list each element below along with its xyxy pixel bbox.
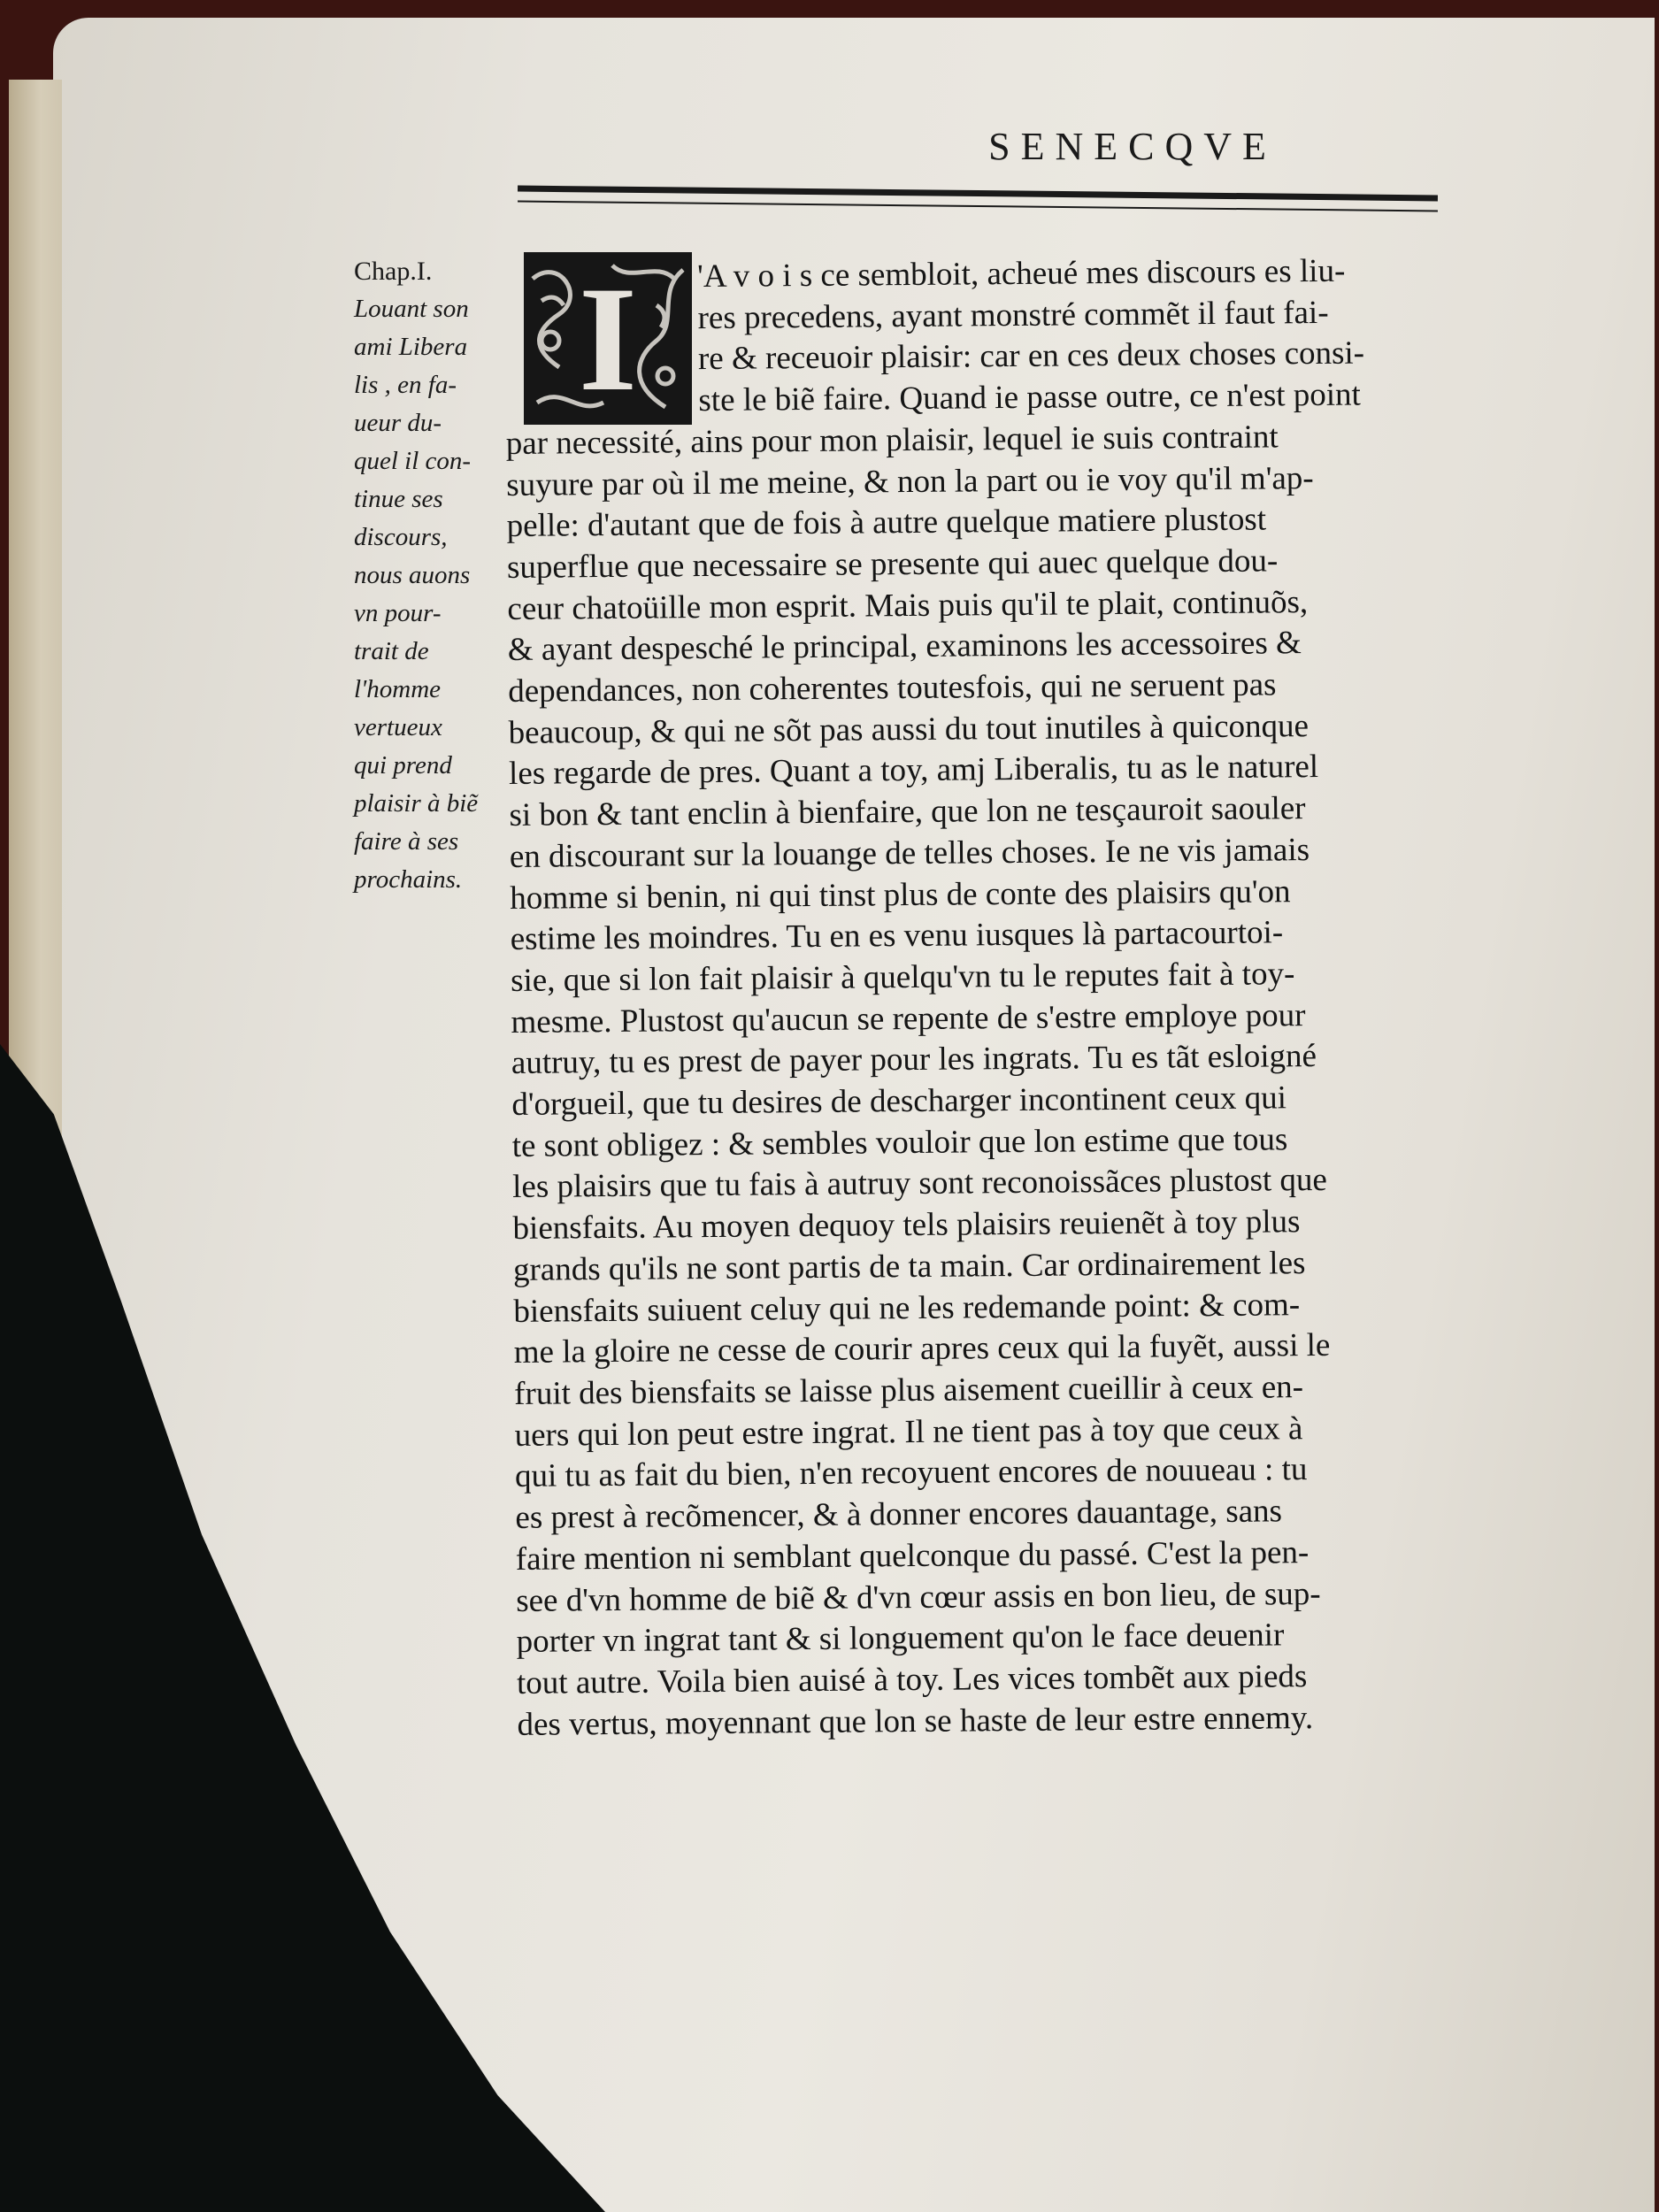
text-line: par necessité, ains pour mon plaisir, lequel ie suis contraint [505, 419, 1279, 462]
text-line: homme si benin, ni qui tinst plus de conte des plaisirs qu'on [510, 872, 1291, 917]
text-line: & ayant despesché le principal, examinons les accessoires & [507, 625, 1302, 669]
margin-note-line: faire à ses [354, 827, 459, 856]
margin-note-line: Chap.I. [354, 257, 433, 286]
margin-note-line: Louant son [354, 295, 469, 323]
text-line: see d'vn homme de biẽ & d'vn cœur assis en bon lieu, de sup- [516, 1575, 1321, 1619]
text-line: mesme. Plustost qu'aucun se repente de s'estre employe pour [511, 996, 1306, 1041]
margin-note-line: quel il con- [354, 447, 472, 475]
margin-note-line: vertueux [354, 713, 442, 741]
text-line: porter vn ingrat tant & si longuement qu'on le face deuenir [516, 1617, 1285, 1661]
running-head: SENECQVE [988, 125, 1277, 168]
text-line: fruit des biensfaits se laisse plus aisement cueillir à ceux en- [514, 1369, 1304, 1412]
text-line: beaucoup, & qui ne sõt pas aussi du tout inutiles à quiconque [508, 707, 1310, 751]
text-line: me la gloire ne cesse de courir apres ceux qui la fuyẽt, aussi le [513, 1327, 1331, 1371]
margin-note-line: nous auons [354, 561, 471, 589]
text-line: biensfaits. Au moyen dequoy tels plaisirs reuienẽt à toy plus [512, 1203, 1301, 1248]
text-line: ste le biẽ faire. Quand ie passe outre, ce n'est point [698, 376, 1362, 419]
text-line: dependances, non coherentes toutesfois, qui ne seruent pas [508, 666, 1277, 710]
margin-note-line: ueur du- [354, 409, 442, 437]
margin-note-line: vn pour- [354, 599, 442, 627]
text-line: d'orgueil, que tu desires de descharger incontinent ceux qui [511, 1079, 1287, 1124]
text-line: qui tu as fait du bien, n'en recoyuent encores de nouueau : tu [514, 1451, 1308, 1495]
text-line: uers qui lon peut estre ingrat. Il ne tient pas à toy que ceux à [514, 1409, 1303, 1454]
text-line: re & receuoir plaisir: car en ces deux choses consi- [697, 334, 1365, 378]
margin-note [354, 252, 522, 899]
body-text [504, 250, 1526, 1746]
text-line: grands qu'ils ne sont partis de ta main. Car ordinairement les [512, 1245, 1306, 1288]
text-line: res precedens, ayant monstré commẽt il faut fai- [697, 294, 1329, 336]
text-line: faire mention ni semblant quelconque du passé. C'est la pen- [515, 1533, 1310, 1578]
text-line: estime les moindres. Tu en es venu iusques là partacourtoi- [510, 914, 1284, 958]
margin-note-line: lis , en fa- [354, 371, 457, 399]
text-line: ceur chatoüille mon esprit. Mais puis qu'il te plait, continuõs, [507, 583, 1309, 627]
text-line: te sont obligez : & sembles vouloir que lon estime que tous [511, 1121, 1288, 1164]
margin-note-line: qui prend [354, 751, 452, 780]
margin-note-line: discours, [354, 523, 448, 551]
text-line: des vertus, moyennant que lon se haste de leur estre ennemy. [517, 1699, 1314, 1743]
text-line: superflue que necessaire se presente qui auec quelque dou- [506, 542, 1279, 586]
text-line: autruy, tu es prest de payer pour les ingrats. Tu es tãt esloigné [511, 1038, 1317, 1082]
margin-note-line: plaisir à biẽ [354, 789, 479, 818]
margin-note-line: l'homme [354, 675, 442, 703]
text-line: si bon & tant enclin à bienfaire, que lon ne tesçauroit saouler [509, 790, 1306, 834]
text-line: es prest à recõmencer, & à donner encores dauantage, sans [515, 1493, 1283, 1537]
text-line: les regarde de pres. Quant a toy, amj Liberalis, tu as le naturel [508, 749, 1319, 793]
text-line: tout autre. Voila bien auisé à toy. Les vices tombẽt aux pieds [516, 1658, 1308, 1701]
text-line: pelle: d'autant que de fois à autre quelque matiere plustost [506, 501, 1267, 545]
margin-note-line: trait de [354, 637, 429, 665]
text-line: 'A v o i s ce sembloit, acheué mes discours es liu- [697, 252, 1346, 296]
text-line: suyure par où il me meine, & non la part ou ie voy qu'il m'ap- [506, 459, 1314, 503]
margin-note-line: tinue ses [354, 485, 443, 513]
margin-note-line: ami Libera [354, 333, 468, 361]
text-line: biensfaits suiuent celuy qui ne les redemande point: & com- [513, 1286, 1301, 1330]
text-line: sie, que si lon fait plaisir à quelqu'vn tu le reputes fait à toy- [510, 956, 1295, 999]
initial-letter: I [578, 255, 638, 422]
text-line: en discourant sur la louange de telles choses. Ie ne vis jamais [509, 831, 1310, 875]
text-line: les plaisirs que tu fais à autruy sont reconoissãces plustost que [511, 1162, 1328, 1206]
margin-note-line: prochains. [354, 865, 463, 894]
